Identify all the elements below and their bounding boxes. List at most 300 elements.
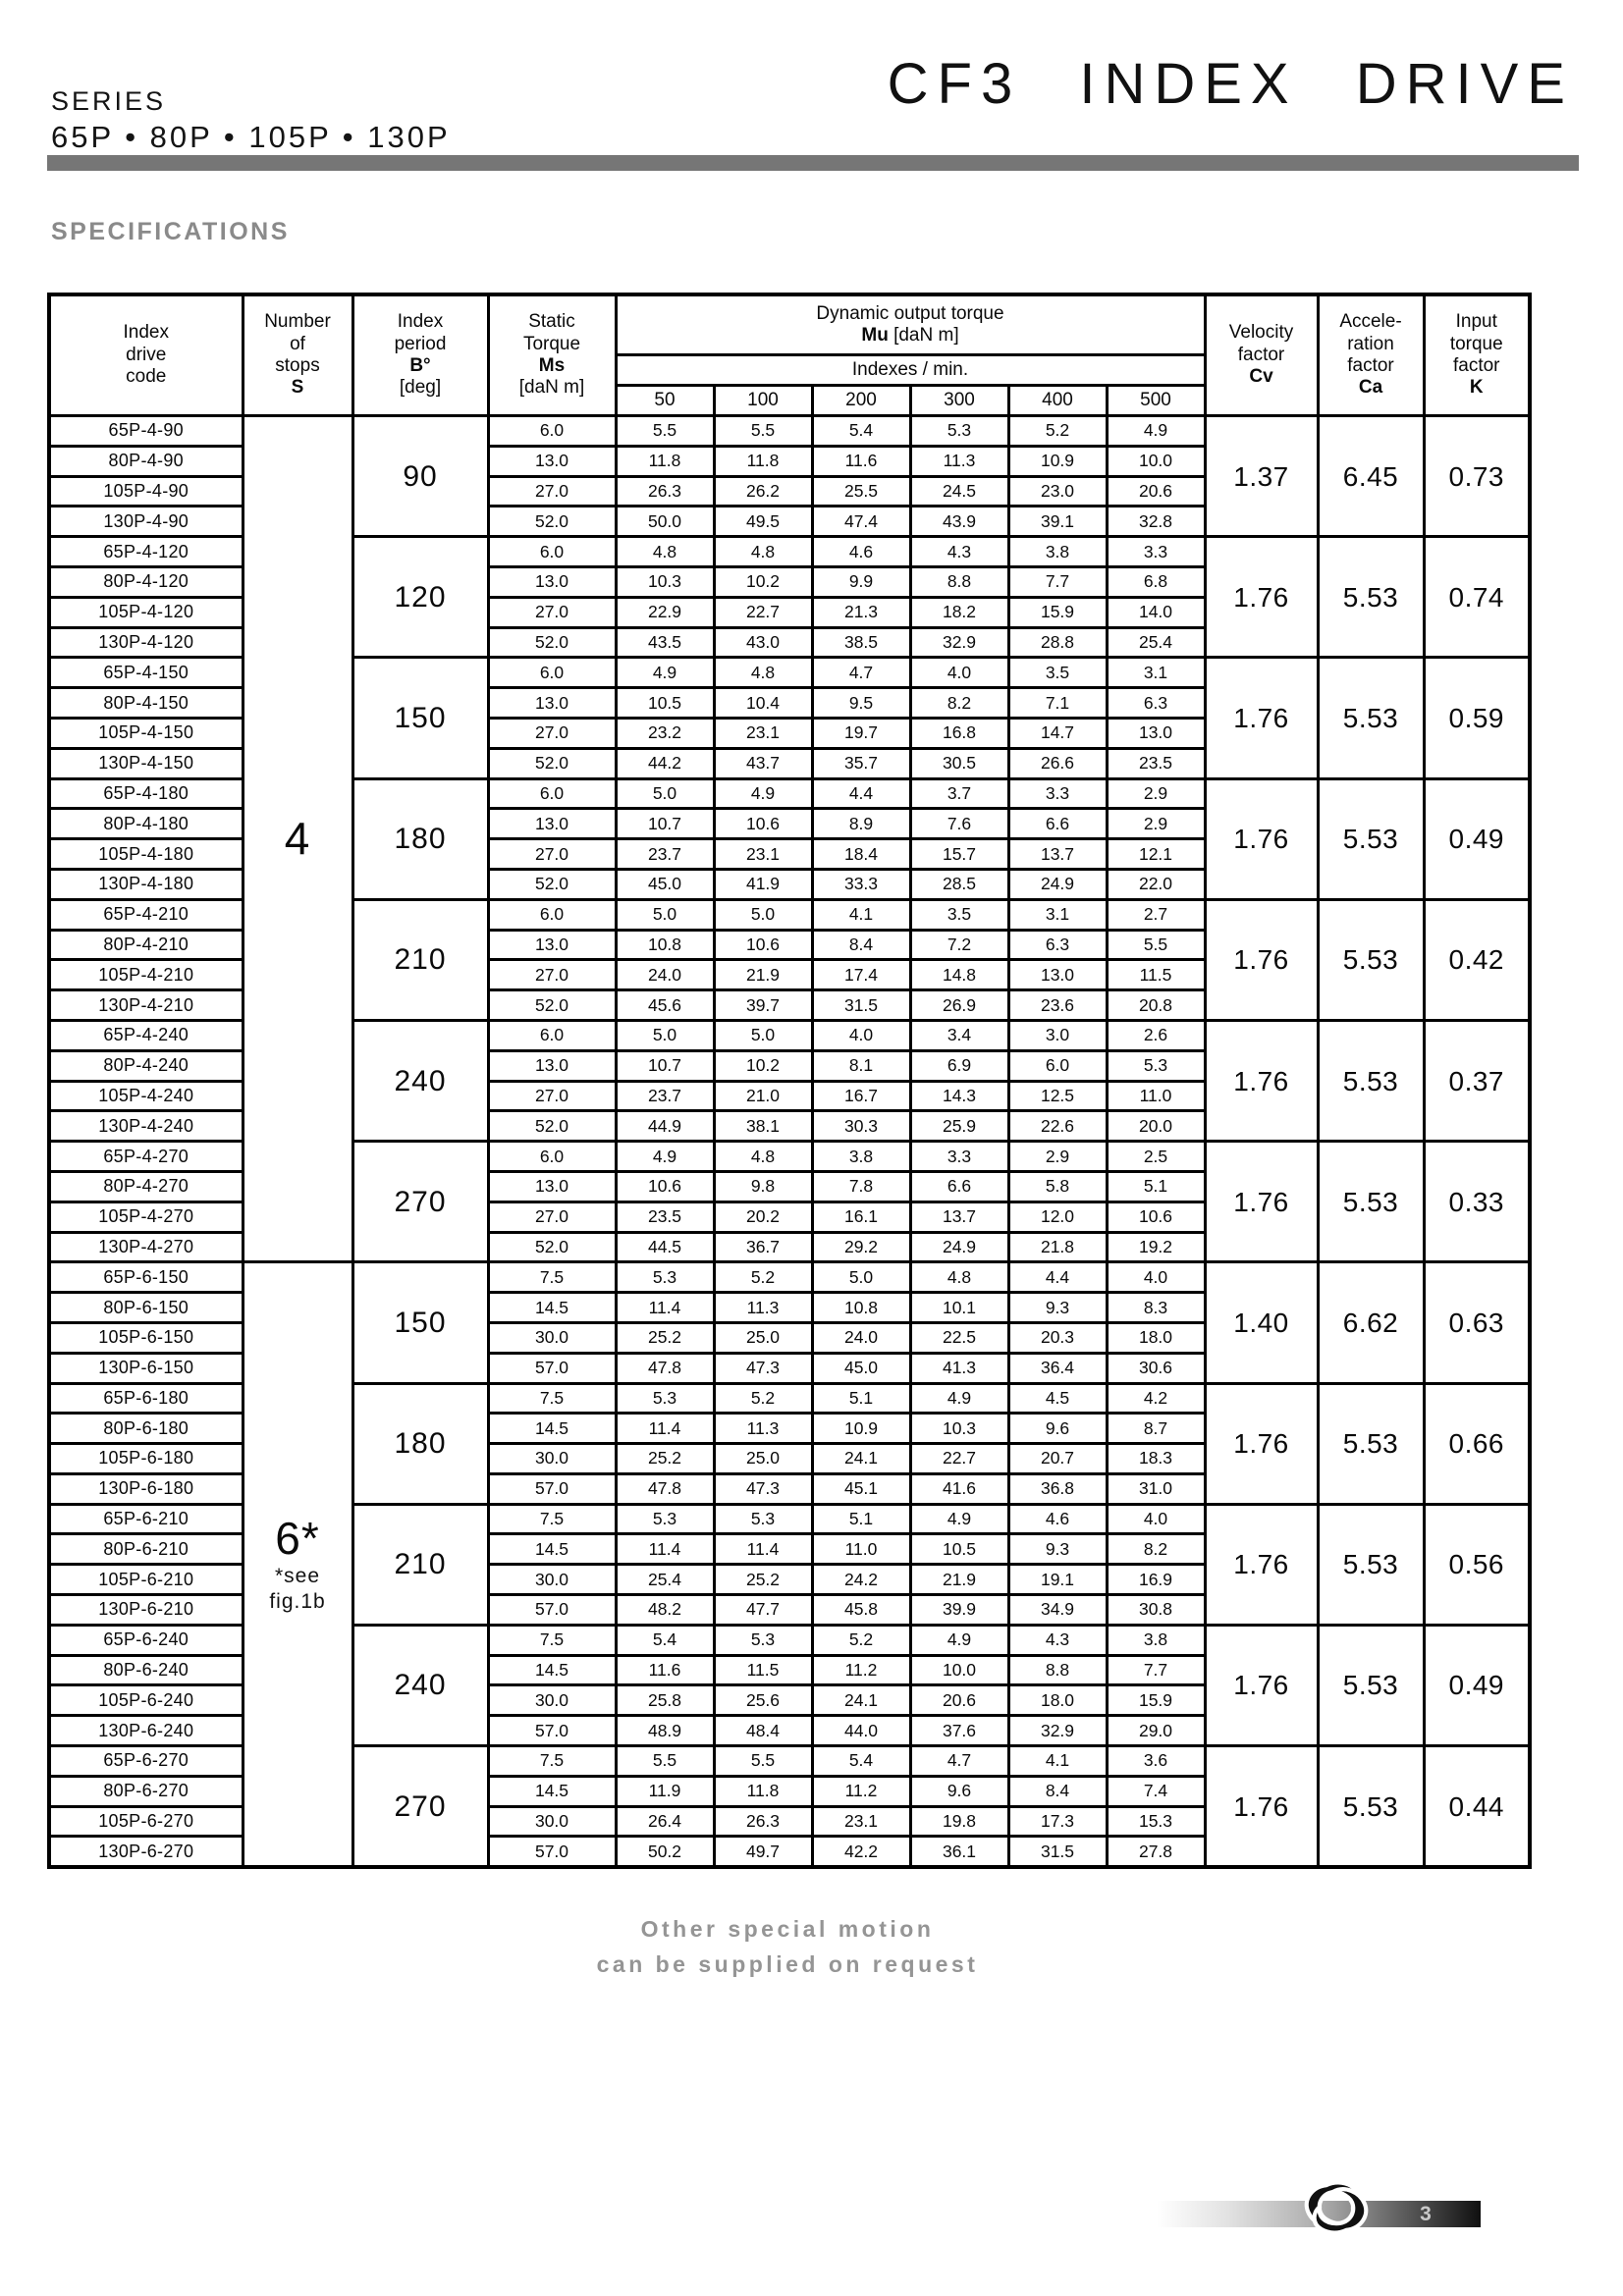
cell-index-period: 180 bbox=[352, 1383, 488, 1504]
cell-dynamic-torque: 5.0 bbox=[714, 899, 812, 930]
cell-dynamic-torque: 11.4 bbox=[616, 1293, 714, 1323]
cell-velocity-factor: 1.76 bbox=[1205, 537, 1318, 658]
specifications-table-wrapper bbox=[47, 293, 1532, 1869]
section-heading: SPECIFICATIONS bbox=[51, 218, 290, 245]
cell-dynamic-torque: 9.6 bbox=[910, 1776, 1008, 1806]
cell-index-period: 210 bbox=[352, 899, 488, 1020]
cell-static-torque: 7.5 bbox=[488, 1625, 616, 1655]
cell-dynamic-torque: 6.6 bbox=[1008, 809, 1107, 839]
cell-input-torque-factor: 0.37 bbox=[1424, 1020, 1530, 1141]
footer-note bbox=[47, 1912, 1528, 1982]
cell-dynamic-torque: 25.4 bbox=[616, 1565, 714, 1595]
cell-dynamic-torque: 9.3 bbox=[1008, 1534, 1107, 1565]
cell-static-torque: 13.0 bbox=[488, 566, 616, 597]
cell-dynamic-torque: 10.6 bbox=[1107, 1201, 1205, 1232]
col-header-index-period: Index period B° [deg] bbox=[352, 294, 488, 416]
cell-dynamic-torque: 10.8 bbox=[616, 930, 714, 960]
cell-dynamic-torque: 10.9 bbox=[1008, 446, 1107, 476]
cell-dynamic-torque: 47.4 bbox=[812, 507, 910, 537]
cell-dynamic-torque: 11.2 bbox=[812, 1776, 910, 1806]
cell-static-torque: 13.0 bbox=[488, 1050, 616, 1081]
stops-note: fig.1b bbox=[269, 1590, 326, 1614]
cell-dynamic-torque: 23.2 bbox=[616, 718, 714, 748]
cell-dynamic-torque: 5.2 bbox=[812, 1625, 910, 1655]
cell-dynamic-torque: 3.8 bbox=[1107, 1625, 1205, 1655]
cell-dynamic-torque: 8.9 bbox=[812, 809, 910, 839]
cell-dynamic-torque: 4.9 bbox=[616, 1142, 714, 1172]
cell-dynamic-torque: 30.6 bbox=[1107, 1353, 1205, 1383]
cell-dynamic-torque: 4.9 bbox=[910, 1504, 1008, 1534]
cell-dynamic-torque: 4.8 bbox=[616, 537, 714, 567]
cell-dynamic-torque: 14.8 bbox=[910, 960, 1008, 990]
cell-dynamic-torque: 20.2 bbox=[714, 1201, 812, 1232]
cell-index-drive-code: 130P-4-210 bbox=[49, 990, 243, 1021]
cell-dynamic-torque: 36.4 bbox=[1008, 1353, 1107, 1383]
cell-dynamic-torque: 39.1 bbox=[1008, 507, 1107, 537]
cell-dynamic-torque: 4.3 bbox=[910, 537, 1008, 567]
cell-dynamic-torque: 7.4 bbox=[1107, 1776, 1205, 1806]
series-models: 65P • 80P • 105P • 130P bbox=[51, 120, 451, 154]
cell-dynamic-torque: 4.8 bbox=[714, 658, 812, 688]
cell-dynamic-torque: 5.0 bbox=[616, 778, 714, 809]
cell-dynamic-torque: 24.0 bbox=[812, 1322, 910, 1353]
cell-dynamic-torque: 7.7 bbox=[1107, 1655, 1205, 1685]
cell-static-torque: 27.0 bbox=[488, 960, 616, 990]
cell-dynamic-torque: 4.0 bbox=[910, 658, 1008, 688]
cell-dynamic-torque: 10.3 bbox=[616, 566, 714, 597]
cell-dynamic-torque: 39.9 bbox=[910, 1595, 1008, 1626]
cell-index-period: 150 bbox=[352, 658, 488, 778]
cell-dynamic-torque: 41.3 bbox=[910, 1353, 1008, 1383]
cell-dynamic-torque: 23.5 bbox=[1107, 748, 1205, 778]
cell-dynamic-torque: 24.5 bbox=[910, 476, 1008, 507]
cell-static-torque: 13.0 bbox=[488, 688, 616, 719]
cell-dynamic-torque: 2.6 bbox=[1107, 1020, 1205, 1050]
cell-dynamic-torque: 20.7 bbox=[1008, 1444, 1107, 1474]
cell-static-torque: 13.0 bbox=[488, 1171, 616, 1201]
cell-index-drive-code: 65P-4-150 bbox=[49, 658, 243, 688]
cell-dynamic-torque: 7.1 bbox=[1008, 688, 1107, 719]
cell-dynamic-torque: 9.9 bbox=[812, 566, 910, 597]
cell-dynamic-torque: 47.7 bbox=[714, 1595, 812, 1626]
cell-dynamic-torque: 4.3 bbox=[1008, 1625, 1107, 1655]
cell-dynamic-torque: 23.7 bbox=[616, 839, 714, 870]
cell-dynamic-torque: 18.2 bbox=[910, 597, 1008, 627]
cell-dynamic-torque: 6.6 bbox=[910, 1171, 1008, 1201]
cell-index-drive-code: 105P-4-180 bbox=[49, 839, 243, 870]
cell-dynamic-torque: 36.1 bbox=[910, 1837, 1008, 1867]
cell-dynamic-torque: 5.4 bbox=[812, 1746, 910, 1777]
cell-dynamic-torque: 15.7 bbox=[910, 839, 1008, 870]
cell-static-torque: 13.0 bbox=[488, 809, 616, 839]
cell-velocity-factor: 1.40 bbox=[1205, 1262, 1318, 1383]
cell-dynamic-torque: 22.7 bbox=[910, 1444, 1008, 1474]
cell-static-torque: 57.0 bbox=[488, 1595, 616, 1626]
cell-dynamic-torque: 11.4 bbox=[616, 1414, 714, 1444]
cell-dynamic-torque: 20.0 bbox=[1107, 1111, 1205, 1142]
cell-dynamic-torque: 44.5 bbox=[616, 1232, 714, 1262]
cell-acceleration-factor: 5.53 bbox=[1318, 1504, 1424, 1625]
cell-dynamic-torque: 7.6 bbox=[910, 809, 1008, 839]
cell-dynamic-torque: 20.8 bbox=[1107, 990, 1205, 1021]
cell-static-torque: 7.5 bbox=[488, 1383, 616, 1414]
cell-acceleration-factor: 6.45 bbox=[1318, 416, 1424, 537]
cell-dynamic-torque: 4.5 bbox=[1008, 1383, 1107, 1414]
cell-static-torque: 7.5 bbox=[488, 1746, 616, 1777]
cell-index-period: 270 bbox=[352, 1746, 488, 1868]
cell-dynamic-torque: 22.5 bbox=[910, 1322, 1008, 1353]
cell-dynamic-torque: 44.2 bbox=[616, 748, 714, 778]
cell-dynamic-torque: 12.0 bbox=[1008, 1201, 1107, 1232]
cell-index-period: 120 bbox=[352, 537, 488, 658]
cell-input-torque-factor: 0.49 bbox=[1424, 1625, 1530, 1745]
cell-dynamic-torque: 12.1 bbox=[1107, 839, 1205, 870]
cell-dynamic-torque: 23.1 bbox=[714, 718, 812, 748]
cell-index-drive-code: 105P-4-210 bbox=[49, 960, 243, 990]
cell-dynamic-torque: 8.2 bbox=[910, 688, 1008, 719]
cell-dynamic-torque: 10.1 bbox=[910, 1293, 1008, 1323]
cell-index-drive-code: 65P-4-90 bbox=[49, 416, 243, 447]
cell-dynamic-torque: 25.9 bbox=[910, 1111, 1008, 1142]
cell-input-torque-factor: 0.59 bbox=[1424, 658, 1530, 778]
cell-dynamic-torque: 25.5 bbox=[812, 476, 910, 507]
cell-dynamic-torque: 38.5 bbox=[812, 627, 910, 658]
cell-dynamic-torque: 5.3 bbox=[616, 1383, 714, 1414]
cell-static-torque: 57.0 bbox=[488, 1837, 616, 1867]
cell-dynamic-torque: 26.3 bbox=[616, 476, 714, 507]
cell-acceleration-factor: 6.62 bbox=[1318, 1262, 1424, 1383]
cell-dynamic-torque: 5.3 bbox=[714, 1625, 812, 1655]
cell-dynamic-torque: 5.1 bbox=[812, 1383, 910, 1414]
cell-velocity-factor: 1.76 bbox=[1205, 778, 1318, 899]
cell-acceleration-factor: 5.53 bbox=[1318, 1383, 1424, 1504]
cell-acceleration-factor: 5.53 bbox=[1318, 1142, 1424, 1262]
cell-dynamic-torque: 17.4 bbox=[812, 960, 910, 990]
cell-dynamic-torque: 45.0 bbox=[812, 1353, 910, 1383]
cell-velocity-factor: 1.76 bbox=[1205, 1625, 1318, 1745]
series-label: SERIES bbox=[51, 86, 167, 116]
cell-dynamic-torque: 13.0 bbox=[1008, 960, 1107, 990]
cell-index-drive-code: 130P-4-270 bbox=[49, 1232, 243, 1262]
cell-dynamic-torque: 5.0 bbox=[616, 899, 714, 930]
cell-dynamic-torque: 24.2 bbox=[812, 1565, 910, 1595]
cell-acceleration-factor: 5.53 bbox=[1318, 778, 1424, 899]
cell-dynamic-torque: 49.5 bbox=[714, 507, 812, 537]
cell-static-torque: 57.0 bbox=[488, 1473, 616, 1504]
cell-dynamic-torque: 25.2 bbox=[714, 1565, 812, 1595]
cell-index-drive-code: 130P-6-180 bbox=[49, 1473, 243, 1504]
cell-dynamic-torque: 10.0 bbox=[1107, 446, 1205, 476]
cell-dynamic-torque: 4.7 bbox=[812, 658, 910, 688]
cell-static-torque: 30.0 bbox=[488, 1444, 616, 1474]
cell-dynamic-torque: 11.8 bbox=[714, 1776, 812, 1806]
cell-dynamic-torque: 3.6 bbox=[1107, 1746, 1205, 1777]
cell-dynamic-torque: 6.8 bbox=[1107, 566, 1205, 597]
cell-dynamic-torque: 35.7 bbox=[812, 748, 910, 778]
cell-dynamic-torque: 2.9 bbox=[1107, 809, 1205, 839]
cell-acceleration-factor: 5.53 bbox=[1318, 1746, 1424, 1868]
cell-dynamic-torque: 18.0 bbox=[1008, 1685, 1107, 1716]
cell-dynamic-torque: 10.6 bbox=[714, 809, 812, 839]
cell-static-torque: 14.5 bbox=[488, 1293, 616, 1323]
cell-dynamic-torque: 4.9 bbox=[714, 778, 812, 809]
col-header-acceleration-factor: Accele- ration factor Ca bbox=[1318, 294, 1424, 416]
cell-index-drive-code: 130P-4-150 bbox=[49, 748, 243, 778]
col-header-speed-100: 100 bbox=[714, 386, 812, 416]
cell-dynamic-torque: 4.6 bbox=[812, 537, 910, 567]
cell-index-period: 240 bbox=[352, 1625, 488, 1745]
cell-index-drive-code: 80P-6-240 bbox=[49, 1655, 243, 1685]
cell-static-torque: 30.0 bbox=[488, 1565, 616, 1595]
cell-index-drive-code: 105P-4-90 bbox=[49, 476, 243, 507]
cell-dynamic-torque: 31.5 bbox=[812, 990, 910, 1021]
cell-dynamic-torque: 8.4 bbox=[1008, 1776, 1107, 1806]
cell-input-torque-factor: 0.63 bbox=[1424, 1262, 1530, 1383]
specifications-table bbox=[47, 293, 1532, 1869]
cell-dynamic-torque: 3.8 bbox=[812, 1142, 910, 1172]
cell-dynamic-torque: 10.0 bbox=[910, 1655, 1008, 1685]
cell-dynamic-torque: 24.1 bbox=[812, 1444, 910, 1474]
cell-acceleration-factor: 5.53 bbox=[1318, 1020, 1424, 1141]
cell-input-torque-factor: 0.73 bbox=[1424, 416, 1530, 537]
cell-index-drive-code: 130P-4-180 bbox=[49, 869, 243, 899]
cell-dynamic-torque: 5.2 bbox=[714, 1383, 812, 1414]
cell-dynamic-torque: 23.5 bbox=[616, 1201, 714, 1232]
cell-dynamic-torque: 18.0 bbox=[1107, 1322, 1205, 1353]
cell-number-of-stops bbox=[243, 1262, 352, 1867]
cell-dynamic-torque: 5.3 bbox=[616, 1504, 714, 1534]
cell-dynamic-torque: 5.1 bbox=[812, 1504, 910, 1534]
cell-dynamic-torque: 11.3 bbox=[714, 1414, 812, 1444]
cell-dynamic-torque: 30.5 bbox=[910, 748, 1008, 778]
cell-dynamic-torque: 47.8 bbox=[616, 1473, 714, 1504]
cell-dynamic-torque: 36.8 bbox=[1008, 1473, 1107, 1504]
cell-velocity-factor: 1.76 bbox=[1205, 1020, 1318, 1141]
cell-dynamic-torque: 3.3 bbox=[1107, 537, 1205, 567]
cell-dynamic-torque: 24.9 bbox=[1008, 869, 1107, 899]
cell-dynamic-torque: 10.2 bbox=[714, 1050, 812, 1081]
cell-dynamic-torque: 14.3 bbox=[910, 1081, 1008, 1111]
cell-static-torque: 52.0 bbox=[488, 507, 616, 537]
cell-dynamic-torque: 10.5 bbox=[616, 688, 714, 719]
cell-dynamic-torque: 5.3 bbox=[1107, 1050, 1205, 1081]
cell-dynamic-torque: 50.0 bbox=[616, 507, 714, 537]
cell-index-period: 270 bbox=[352, 1142, 488, 1262]
cell-dynamic-torque: 11.6 bbox=[616, 1655, 714, 1685]
cell-index-period: 180 bbox=[352, 778, 488, 899]
cell-dynamic-torque: 45.1 bbox=[812, 1473, 910, 1504]
cell-dynamic-torque: 6.9 bbox=[910, 1050, 1008, 1081]
cell-dynamic-torque: 47.8 bbox=[616, 1353, 714, 1383]
cell-index-drive-code: 65P-4-210 bbox=[49, 899, 243, 930]
cell-velocity-factor: 1.76 bbox=[1205, 1383, 1318, 1504]
cell-dynamic-torque: 2.5 bbox=[1107, 1142, 1205, 1172]
footer-note-line1: Other special motion bbox=[640, 1916, 935, 1942]
cell-input-torque-factor: 0.56 bbox=[1424, 1504, 1530, 1625]
cell-dynamic-torque: 23.1 bbox=[714, 839, 812, 870]
cell-dynamic-torque: 19.7 bbox=[812, 718, 910, 748]
cell-index-period: 240 bbox=[352, 1020, 488, 1141]
cell-dynamic-torque: 4.6 bbox=[1008, 1504, 1107, 1534]
cell-index-drive-code: 80P-6-270 bbox=[49, 1776, 243, 1806]
cell-dynamic-torque: 16.7 bbox=[812, 1081, 910, 1111]
cell-input-torque-factor: 0.33 bbox=[1424, 1142, 1530, 1262]
cell-index-drive-code: 65P-6-240 bbox=[49, 1625, 243, 1655]
cell-index-drive-code: 105P-6-270 bbox=[49, 1806, 243, 1837]
cell-dynamic-torque: 31.5 bbox=[1008, 1837, 1107, 1867]
cell-input-torque-factor: 0.74 bbox=[1424, 537, 1530, 658]
cell-dynamic-torque: 41.6 bbox=[910, 1473, 1008, 1504]
table-row bbox=[49, 416, 1530, 447]
cell-dynamic-torque: 13.0 bbox=[1107, 718, 1205, 748]
cell-dynamic-torque: 3.3 bbox=[1008, 778, 1107, 809]
cell-static-torque: 14.5 bbox=[488, 1414, 616, 1444]
cell-dynamic-torque: 8.4 bbox=[812, 930, 910, 960]
cell-dynamic-torque: 10.6 bbox=[714, 930, 812, 960]
cell-static-torque: 13.0 bbox=[488, 446, 616, 476]
cell-dynamic-torque: 25.0 bbox=[714, 1322, 812, 1353]
cell-index-drive-code: 105P-6-180 bbox=[49, 1444, 243, 1474]
cell-velocity-factor: 1.37 bbox=[1205, 416, 1318, 537]
cell-dynamic-torque: 7.8 bbox=[812, 1171, 910, 1201]
cell-acceleration-factor: 5.53 bbox=[1318, 537, 1424, 658]
cell-dynamic-torque: 8.7 bbox=[1107, 1414, 1205, 1444]
cell-dynamic-torque: 11.0 bbox=[1107, 1081, 1205, 1111]
cell-dynamic-torque: 8.1 bbox=[812, 1050, 910, 1081]
cell-dynamic-torque: 9.3 bbox=[1008, 1293, 1107, 1323]
cell-static-torque: 30.0 bbox=[488, 1685, 616, 1716]
cell-dynamic-torque: 11.8 bbox=[714, 446, 812, 476]
cell-dynamic-torque: 32.9 bbox=[1008, 1716, 1107, 1746]
cell-index-drive-code: 80P-4-90 bbox=[49, 446, 243, 476]
cell-dynamic-torque: 9.6 bbox=[1008, 1414, 1107, 1444]
cell-index-drive-code: 80P-4-120 bbox=[49, 566, 243, 597]
cell-acceleration-factor: 5.53 bbox=[1318, 658, 1424, 778]
cell-dynamic-torque: 11.4 bbox=[616, 1534, 714, 1565]
cell-dynamic-torque: 47.3 bbox=[714, 1353, 812, 1383]
cell-dynamic-torque: 5.2 bbox=[1008, 416, 1107, 447]
cell-dynamic-torque: 32.8 bbox=[1107, 507, 1205, 537]
cell-dynamic-torque: 2.7 bbox=[1107, 899, 1205, 930]
cell-dynamic-torque: 4.9 bbox=[910, 1383, 1008, 1414]
cell-dynamic-torque: 23.6 bbox=[1008, 990, 1107, 1021]
cell-index-drive-code: 80P-4-180 bbox=[49, 809, 243, 839]
cell-dynamic-torque: 6.3 bbox=[1008, 930, 1107, 960]
cell-dynamic-torque: 25.0 bbox=[714, 1444, 812, 1474]
cell-static-torque: 27.0 bbox=[488, 1081, 616, 1111]
cell-dynamic-torque: 3.5 bbox=[910, 899, 1008, 930]
cell-dynamic-torque: 5.5 bbox=[714, 1746, 812, 1777]
cell-static-torque: 27.0 bbox=[488, 1201, 616, 1232]
cell-dynamic-torque: 3.1 bbox=[1008, 899, 1107, 930]
cell-dynamic-torque: 4.0 bbox=[812, 1020, 910, 1050]
cell-dynamic-torque: 5.1 bbox=[1107, 1171, 1205, 1201]
cell-dynamic-torque: 11.4 bbox=[714, 1534, 812, 1565]
table-row bbox=[49, 1262, 1530, 1293]
cell-dynamic-torque: 8.8 bbox=[910, 566, 1008, 597]
cell-velocity-factor: 1.76 bbox=[1205, 1142, 1318, 1262]
cell-index-drive-code: 130P-4-240 bbox=[49, 1111, 243, 1142]
cell-dynamic-torque: 21.8 bbox=[1008, 1232, 1107, 1262]
cell-dynamic-torque: 48.4 bbox=[714, 1716, 812, 1746]
cell-index-drive-code: 130P-6-150 bbox=[49, 1353, 243, 1383]
cell-static-torque: 52.0 bbox=[488, 990, 616, 1021]
cell-dynamic-torque: 2.9 bbox=[1107, 778, 1205, 809]
stops-value: 6* bbox=[275, 1513, 320, 1565]
cell-dynamic-torque: 25.2 bbox=[616, 1444, 714, 1474]
cell-static-torque: 7.5 bbox=[488, 1262, 616, 1293]
cell-dynamic-torque: 29.0 bbox=[1107, 1716, 1205, 1746]
cell-index-drive-code: 80P-4-150 bbox=[49, 688, 243, 719]
cell-input-torque-factor: 0.42 bbox=[1424, 899, 1530, 1020]
cell-dynamic-torque: 20.3 bbox=[1008, 1322, 1107, 1353]
cell-index-drive-code: 65P-4-270 bbox=[49, 1142, 243, 1172]
title-divider bbox=[47, 155, 1579, 171]
cell-dynamic-torque: 12.5 bbox=[1008, 1081, 1107, 1111]
cell-dynamic-torque: 4.9 bbox=[1107, 416, 1205, 447]
cell-dynamic-torque: 20.6 bbox=[910, 1685, 1008, 1716]
cell-index-drive-code: 130P-6-240 bbox=[49, 1716, 243, 1746]
cell-index-drive-code: 80P-4-240 bbox=[49, 1050, 243, 1081]
cell-static-torque: 52.0 bbox=[488, 748, 616, 778]
cell-dynamic-torque: 48.9 bbox=[616, 1716, 714, 1746]
cell-dynamic-torque: 7.7 bbox=[1008, 566, 1107, 597]
cell-static-torque: 6.0 bbox=[488, 1020, 616, 1050]
cell-dynamic-torque: 8.2 bbox=[1107, 1534, 1205, 1565]
cell-static-torque: 27.0 bbox=[488, 476, 616, 507]
cell-dynamic-torque: 25.2 bbox=[616, 1322, 714, 1353]
cell-dynamic-torque: 11.3 bbox=[910, 446, 1008, 476]
cell-dynamic-torque: 38.1 bbox=[714, 1111, 812, 1142]
cell-velocity-factor: 1.76 bbox=[1205, 899, 1318, 1020]
cell-dynamic-torque: 7.2 bbox=[910, 930, 1008, 960]
cell-index-drive-code: 105P-4-120 bbox=[49, 597, 243, 627]
cell-dynamic-torque: 4.8 bbox=[910, 1262, 1008, 1293]
cell-dynamic-torque: 11.3 bbox=[714, 1293, 812, 1323]
cell-static-torque: 14.5 bbox=[488, 1534, 616, 1565]
col-header-static-torque: Static Torque Ms [daN m] bbox=[488, 294, 616, 416]
cell-dynamic-torque: 3.0 bbox=[1008, 1020, 1107, 1050]
cell-dynamic-torque: 30.3 bbox=[812, 1111, 910, 1142]
cell-velocity-factor: 1.76 bbox=[1205, 658, 1318, 778]
cell-dynamic-torque: 29.2 bbox=[812, 1232, 910, 1262]
cell-dynamic-torque: 24.9 bbox=[910, 1232, 1008, 1262]
cell-dynamic-torque: 22.6 bbox=[1008, 1111, 1107, 1142]
knot-logo-icon bbox=[1294, 2175, 1379, 2240]
cell-static-torque: 14.5 bbox=[488, 1655, 616, 1685]
cell-dynamic-torque: 6.0 bbox=[1008, 1050, 1107, 1081]
cell-dynamic-torque: 5.4 bbox=[616, 1625, 714, 1655]
cell-static-torque: 6.0 bbox=[488, 537, 616, 567]
cell-dynamic-torque: 10.3 bbox=[910, 1414, 1008, 1444]
cell-dynamic-torque: 17.3 bbox=[1008, 1806, 1107, 1837]
cell-dynamic-torque: 4.8 bbox=[714, 1142, 812, 1172]
cell-dynamic-torque: 4.1 bbox=[812, 899, 910, 930]
cell-dynamic-torque: 14.0 bbox=[1107, 597, 1205, 627]
cell-dynamic-torque: 30.8 bbox=[1107, 1595, 1205, 1626]
cell-dynamic-torque: 11.0 bbox=[812, 1534, 910, 1565]
cell-dynamic-torque: 26.2 bbox=[714, 476, 812, 507]
cell-dynamic-torque: 3.3 bbox=[910, 1142, 1008, 1172]
cell-dynamic-torque: 25.8 bbox=[616, 1685, 714, 1716]
cell-dynamic-torque: 22.0 bbox=[1107, 869, 1205, 899]
cell-dynamic-torque: 28.8 bbox=[1008, 627, 1107, 658]
cell-dynamic-torque: 45.6 bbox=[616, 990, 714, 1021]
cell-dynamic-torque: 50.2 bbox=[616, 1837, 714, 1867]
cell-dynamic-torque: 10.2 bbox=[714, 566, 812, 597]
cell-dynamic-torque: 24.0 bbox=[616, 960, 714, 990]
cell-dynamic-torque: 6.3 bbox=[1107, 688, 1205, 719]
